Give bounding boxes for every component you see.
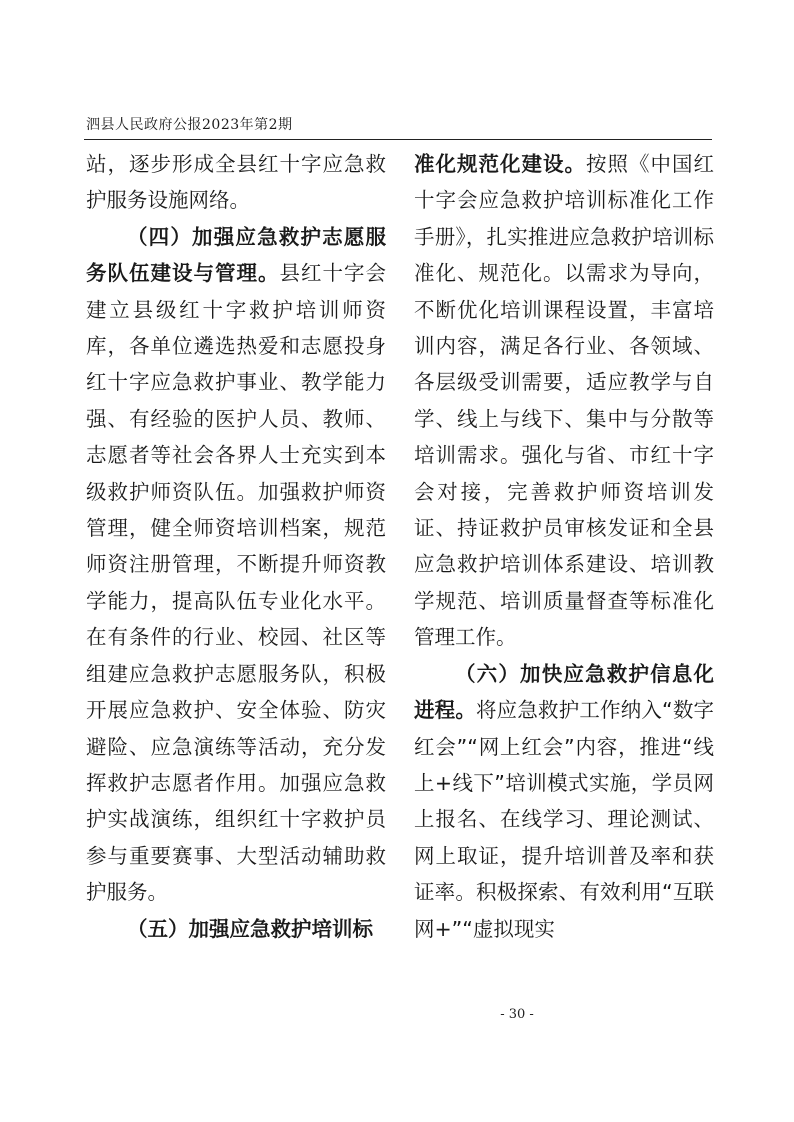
section-body-4: 县红十字会建立县级红十字救护培训师资库，各单位遴选热爱和志愿投身红十字应急救护事业、教学能力强、有经验的医护人员、教师、志愿者等社会各界人士充实到本级救护师资队伍。加强救护师资管理，健全师资培训档案，规范师资注册管理，不断提升师资教学能力，提高队伍专业化水平。在有条件的行业、校园、社区等组建应急救护志愿服务队，积极开展应急救护、安全体验、防灾避险、应急演练等活动，充分发挥救护志愿者作用。加强应急救护实战演练，组织红十字救护员参与重要赛事、大型活动辅助救护服务。: [86, 261, 386, 905]
paragraph-section-5-cont: [414, 146, 714, 656]
page-number: - 30 -: [500, 1007, 534, 1022]
paragraph-continuation: 站，逐步形成全县红十字应急救护服务设施网络。: [86, 152, 386, 213]
publication-header: 泗县人民政府公报2023年第2期: [86, 117, 293, 133]
section-heading-5-cont: 准化规范化建设。: [414, 152, 586, 176]
paragraph-section-4: [86, 219, 386, 911]
section-heading-5: （五）加强应急救护培训标: [127, 916, 373, 941]
header-rule: [84, 139, 712, 140]
paragraph-section-6: [414, 656, 714, 947]
right-column: [414, 146, 714, 947]
section-heading-6: （六）加快应急救护信息化进程。: [414, 661, 714, 723]
section-body-5: 按照《中国红十字会应急救护培训标准化工作手册》，扎实推进应急救护培训标准化、规范化。以需求为导向，不断优化培训课程设置，丰富培训内容，满足各行业、各领域、各层级受训需要，适应教学与自学、线上与线下、集中与分散等培训需求。强化与省、市红十字会对接，完善救护师资培训发证、持证救护员审核发证和全县应急救护培训体系建设、培训教学规范、培训质量督查等标准化管理工作。: [414, 152, 714, 650]
left-column: [86, 146, 386, 947]
section-body-6: 将应急救护工作纳入“数字红会”“网上红会”内容，推进“线上+线下”培训模式实施，学员网上报名、在线学习、理论测试、网上取证，提升培训普及率和获证率。积极探索、有效利用“互联网+”“虚拟现实: [414, 698, 715, 941]
section-heading-4: （四）加强应急救护志愿服务队伍建设与管理。: [86, 224, 386, 286]
